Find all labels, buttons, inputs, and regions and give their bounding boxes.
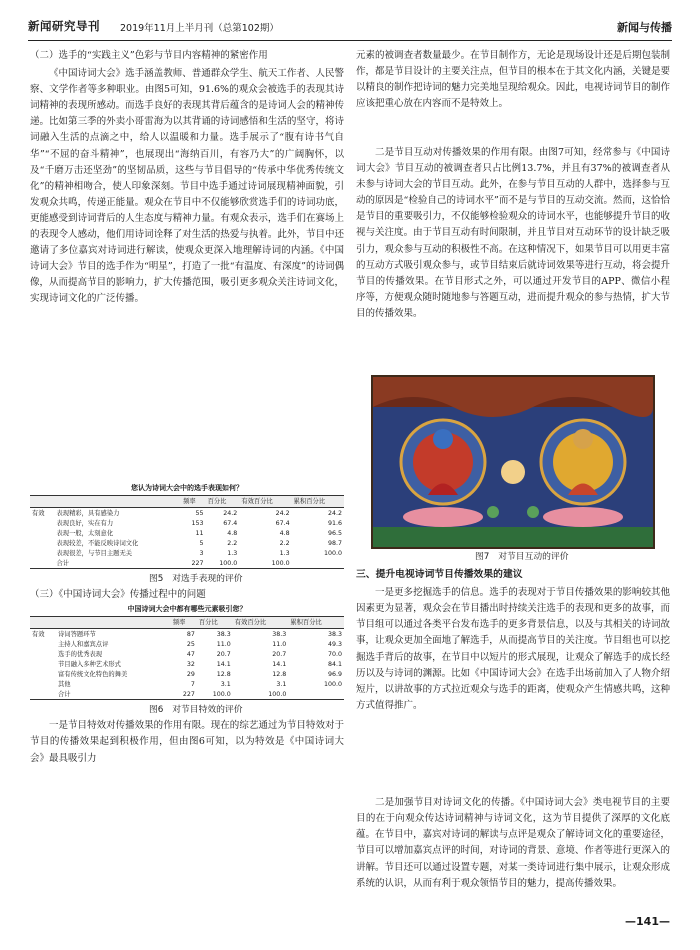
issue-info: 2019年11月上半月刊（总第102期） [120, 23, 279, 34]
left-column [30, 48, 344, 783]
subhead-3: （三）《中国诗词大会》传播过程中的问题 [30, 589, 206, 601]
table-header-row: 频率 百分比 有效百分比 累积百分比 [30, 496, 344, 508]
table-row: 表现很差，与节目主题无关 3 1.3 1.3 100.0 [56, 549, 342, 557]
table-row: 合计 227 100.0 100.0 [30, 558, 344, 569]
thangka-painting [373, 377, 653, 547]
table-figure5 [30, 484, 344, 569]
section-3-heading: 三、提升电视诗词节目传播效果的建议 [356, 569, 523, 581]
section-title: 新闻与传播 [617, 21, 672, 34]
table-figure6-title: 中国诗词大会中都有哪些元素吸引您？ [127, 605, 247, 614]
table-row: 表现较差，不能反映诗词文化 5 2.2 2.2 98.7 [56, 539, 342, 547]
right-paragraph-2: 二是节目互动对传播效果的作用有限。由图7可知，经常参与《中国诗词大会》节目互动的被调查者只占比例13.7%，并且有37%的被调查者从未参与诗词大会的节目互动。此外，在参与节目互动的人群中，选择参与互动的原因是“检验自己的诗词水平”而不是与节目的互动交流。然而，这恰恰是节目的重要吸引力，不仅能够检验观众的诗词水平，也能够提升节目的收视与关注度。由于节目互动有时间限制，并且节目对互动环节的设计缺乏吸引力，观众参与互动的积极性不高。在这种情况下，如果节目可以用更丰富的互动方式吸引观众参与，或节目结束后就诗词效果等进行互动，将会提升节目的传播效果。在节目形式之外，可以通过开发节目的APP、微信小程序等，方便观众随时随地参与答题互动，进而提升观众的参与热情，扩大节目的传播效果。 [356, 147, 670, 319]
table-figure5-title: 您认为诗词大会中的选手表现如何？ [131, 484, 243, 493]
table-figure6 [30, 605, 344, 700]
right-paragraph-4: 二是加强节目对诗词文化的传播。《中国诗词大会》类电视节目的主要目的在于向观众传达诗词精神与诗词文化，这为节目提供了深厚的文化底蕴。在节目中，嘉宾对诗词的解读与点评是观众了解诗词文化的重要途径，节目可以增加嘉宾点评的时间，对诗词的背景、意境、作者等进行更深入的讲解。节目还可以通过设置专题，对某一类诗词进行集中展示，让观众形成系统的认识，从而有利于观众领悟节目的魅力，提高传播效果。 [356, 797, 670, 889]
figure6-caption: 图6 对节目特效的评价 [149, 705, 243, 716]
journal-title: 新闻研究导刊 [28, 19, 100, 33]
table-row: 选手的优秀表现 47 20.7 20.7 70.0 [58, 650, 342, 658]
figure7-caption: 图7 对节目互动的评价 [475, 552, 569, 562]
page-header [28, 14, 672, 41]
right-paragraph-1: 元素的被调查者数量最少。在节目制作方，无论是现场设计还是后期包装制作，都是节目设计的主要关注点，但节目的根本在于其文化内涵，关键是要以精良的制作把诗词的魅力完美地呈现给观众。因此，电视诗词节目的制作应该把重心放在内容而不是特效上。 [356, 50, 670, 110]
table-row: 表现良好，实在有力 153 67.4 67.4 91.6 [56, 519, 342, 527]
figure7-image [371, 375, 655, 549]
table-row: 富有传统文化特色的舞美 29 12.8 12.8 96.9 [58, 670, 342, 678]
table-row: 合计 227 100.0 100.0 [30, 689, 344, 700]
page-number: —141— [625, 915, 670, 928]
right-column [356, 48, 670, 908]
table-row: 有效 诗词答题环节 87 38.3 38.3 38.3 [32, 630, 342, 638]
table-row: 主持人和嘉宾点评 25 11.0 11.0 49.3 [58, 640, 342, 648]
right-paragraph-3: 一是更多挖掘选手的信息。选手的表现对于节目传播效果的影响较其他因素更为显著，观众会在节目播出时持续关注选手的表现和更多的故事，而节目组可以通过各类平台发布选手的更多背景信息，以及与其相关的诗词故事，让观众更加全面地了解选手，从而提高节目的关注度。节目组也可以挖掘选手背后的故事，在节目中以短片的形式展现，让观众了解选手的成长经历以及与诗词的渊源。比如《中国诗词大会》在选手出场前加入了人物介绍短片，以讲故事的方式拉近观众与选手的距离，使观众产生情感共鸣，这种方式值得推广。 [356, 587, 670, 711]
left-paragraph-1: 《中国诗词大会》选手涵盖教师、普通群众学生、航天工作者、人民警察、文学作者等多种职业。由图5可知，91.6%的观众会被选手的表现其诗词精神的表现所感动。而选手良好的表现其背后蕴含的是诗词人会的精神传递。比如第三季的外卖小哥雷海为以其背诵的诗词感悟和生活的坚守，将诗词融入生活的点滴之中，给人以温暖和力量。选手展示了“腹有诗书气自华”“不屈的奋斗精神”，也展现出“海纳百川，有容乃大”的广阔胸怀，以及“千磨万击还坚劲”的坚韧品质，这些与节目倡导的“传承中华优秀传统文化”的精神相吻合，使人印象深刻。节目中选手通过诗词展现精神面貌，引发观众共鸣，传递正能量。观众在节目中不仅能够欣赏选手们的诗词功底，更能感受到诗词背后的人生态度与精神力量。有观众表示，选手们在赛场上的表现令人感动，他们用诗词诠释了对生活的热爱与执着。此外，节目中还邀请了多位嘉宾对诗词进行解读，使观众更深入地理解诗词的内涵。《中国诗词大会》节目的选手作为“明星”，打造了一批“有温度、有深度”的诗词偶像，从而提高节目的影响力，扩大传播范围，吸引更多观众关注诗词文化，实现诗词文化的广泛传播。 [30, 68, 344, 305]
table-header-row: 频率 百分比 有效百分比 累积百分比 [30, 617, 344, 629]
table-row: 其他 7 3.1 3.1 100.0 [58, 680, 342, 688]
table-row: 节目融入多种艺术形式 32 14.1 14.1 84.1 [58, 660, 342, 668]
left-paragraph-tail: 一是节目特效对传播效果的作用有限。现在的综艺通过为节目特效对于节目的传播效果起到积极作用，但由图6可知，以为特效是《中国诗词大会》最具吸引力 [30, 720, 344, 764]
table-row: 表现一般，太刻意化 11 4.8 4.8 96.5 [56, 529, 342, 537]
figure5-caption: 图5 对选手表现的评价 [149, 574, 243, 585]
subhead-2: （二）选手的“实践主义”色彩与节目内容精神的紧密作用 [30, 50, 268, 61]
table-row: 有效 表现精彩，具有感染力 55 24.2 24.2 24.2 [32, 509, 342, 517]
